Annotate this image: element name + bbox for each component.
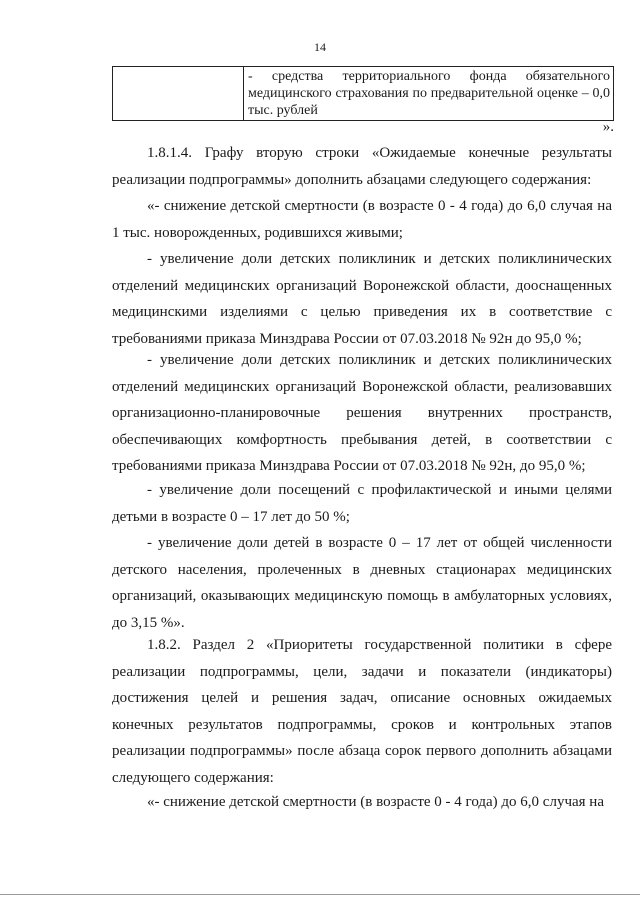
page-bottom-edge (0, 894, 640, 895)
paragraph-day-hospitals (112, 530, 612, 636)
continuation-table (112, 66, 614, 121)
paragraph-preventive-visits (112, 477, 612, 530)
paragraph-text: «- снижение детской смертности (в возрасте 0 - 4 года) до 6,0 случая на (147, 794, 604, 810)
paragraph-text: - увеличение доли детей в возрасте 0 – 17 лет от общей численности детского населения, пролеченных в дневных стационарах медицинских организаций, оказывающих медицинскую помощь в амбулаторных условиях, до 3,15 %». (112, 535, 612, 631)
paragraph-1-8-2 (112, 632, 612, 791)
paragraph-planning-solutions (112, 347, 612, 480)
paragraph-text: 1.8.1.4. Графу вторую строки «Ожидаемые конечные результаты реализации подпрограммы» дополнить абзацами следующего содержания: (112, 145, 612, 188)
paragraph-text: 1.8.2. Раздел 2 «Приоритеты государственной политики в сфере реализации подпрограммы, цели, задачи и показатели (индикаторы) достижения целей и решения задач, описание основных ожидаемых конечных результатов подпрограммы, сроков и контрольных этапов реализации подпрограммы» после абзаца сорок первого дополнить абзацами следующего содержания: (112, 637, 612, 786)
paragraph-equipped-clinics (112, 246, 612, 352)
paragraph-text: - увеличение доли посещений с профилактической и иными целями детьми в возрасте 0 – 17 лет до 50 %; (112, 482, 612, 525)
table-cell-empty (113, 67, 244, 121)
table-row (113, 67, 614, 121)
table-cell-funding: - средства территориального фонда обязательного медицинского страхования по предварительной оценке – 0,0 тыс. рублей (244, 67, 614, 121)
table-closing-quote: ». (602, 119, 614, 135)
paragraph-child-mortality (112, 193, 612, 246)
paragraph-text: - увеличение доли детских поликлиник и детских поликлинических отделений медицинских организаций Воронежской области, дооснащенных медицинскими изделиями с целью приведения их в соответствие с требованиями приказа Минздрава России от 07.03.2018 № 92н до 95,0 %; (112, 251, 612, 347)
paragraph-text: - увеличение доли детских поликлиник и детских поликлинических отделений медицинских организаций Воронежской области, реализовавших организационно-планировочные решения внутренних пространств, обеспечивающих комфортность пребывания детей, в соответствии с требованиями приказа Минздрава России от 07.03.2018 № 92н, до 95,0 %; (112, 352, 612, 474)
paragraph-text: «- снижение детской смертности (в возрасте 0 - 4 года) до 6,0 случая на 1 тыс. новорожденных, родившихся живыми; (112, 198, 612, 241)
page-number: 14 (314, 40, 326, 54)
paragraph-child-mortality-repeat (112, 789, 612, 816)
paragraph-1-8-1-4 (112, 140, 612, 193)
